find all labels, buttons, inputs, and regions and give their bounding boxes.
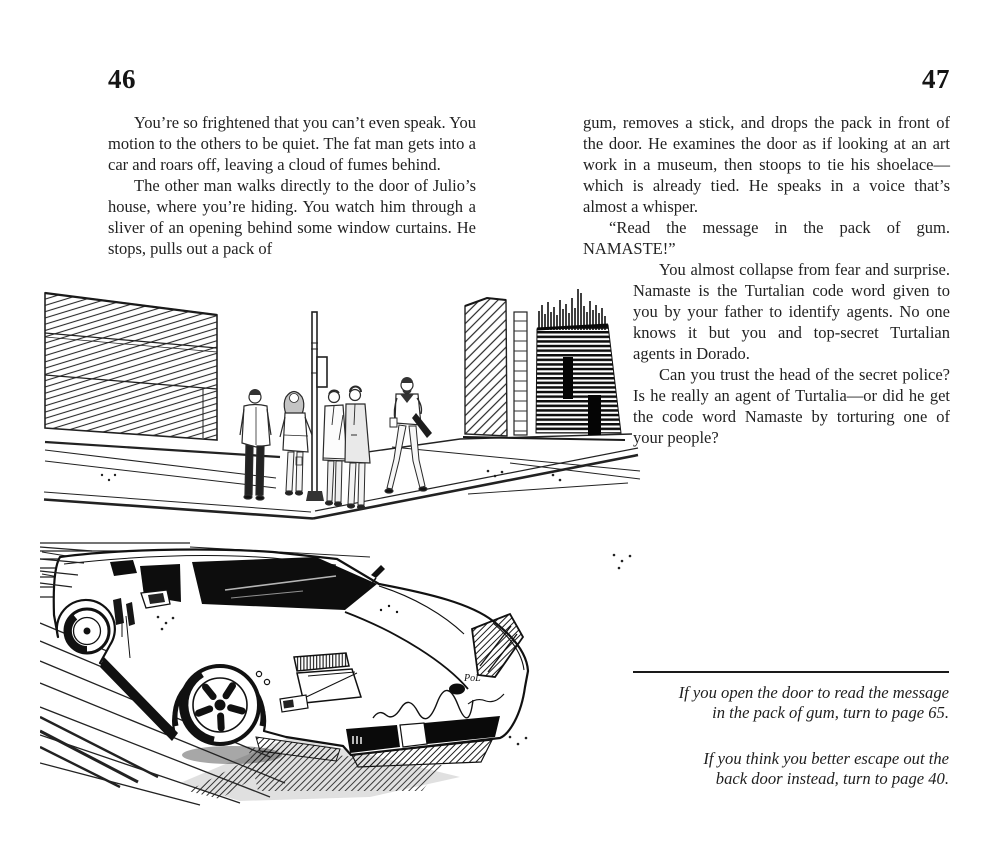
pedestrian-coat-man-2	[345, 387, 370, 510]
sports-car	[40, 547, 528, 767]
rear-wheel	[65, 609, 109, 653]
wiper	[371, 565, 385, 578]
lamppost	[306, 312, 327, 501]
pedestrian-woman	[280, 392, 312, 496]
hatched-pillar	[465, 298, 507, 436]
pedestrian-walking-man	[385, 377, 432, 493]
page-46-text-column	[108, 112, 476, 259]
choice-divider	[633, 671, 949, 673]
windshield	[192, 557, 377, 610]
page-number-46: 46	[108, 64, 136, 94]
pedestrian-man-back	[240, 389, 271, 500]
artist-signature: PoL	[464, 673, 481, 684]
paragraph: “Read the message in the pack of gum. NAMASTE!”	[583, 218, 950, 258]
paragraph: Can you trust the head of the secret police? Is he really an agent of Turtalia—or did he get the code word Namaste by torturing one of your people?	[633, 365, 950, 447]
choices-block	[633, 663, 949, 815]
choice-line: If you open the door to read the message	[678, 683, 949, 702]
choice-turn-to-page-65	[633, 683, 949, 723]
paragraph: You’re so frightened that you can’t even speak. You motion to the others to be quiet. The fat man gets into a car and roars off, leaving a cloud of fumes behind.	[108, 113, 476, 174]
front-wheel	[181, 666, 259, 744]
paragraph: The other man walks directly to the door of Julio’s house, where you’re hiding. You watch him through a sliver of an opening behind some window curtains. He stops, pulls out a pack of	[108, 176, 476, 258]
choice-line: back door instead, turn to page 40.	[715, 769, 949, 788]
ladder-strip-pillar	[514, 312, 527, 435]
pedestrians	[240, 377, 432, 509]
page-number-47: 47	[922, 64, 950, 94]
choice-line: If you think you better escape out the	[703, 749, 949, 768]
choice-turn-to-page-40	[633, 749, 949, 789]
choice-line: in the pack of gum, turn to page 65.	[712, 703, 949, 722]
paragraph-text: You almost collapse from fear and surprise. Namaste is the Turtalian code word given to you by your father to identify agents. No one knows it but you and top-secret Turtalian agents in Dorado.	[633, 260, 950, 363]
paragraph: gum, removes a stick, and drops the pack in front of the door. He examines the door as if looking at an art work in a museum, then stoops to tie his shoelace—which is already tied. He speaks in a voice that’s almost a whisper.	[583, 113, 950, 216]
illustration	[40, 285, 650, 810]
pedestrian-coat-man-1	[323, 390, 347, 506]
left-wall	[45, 293, 217, 440]
